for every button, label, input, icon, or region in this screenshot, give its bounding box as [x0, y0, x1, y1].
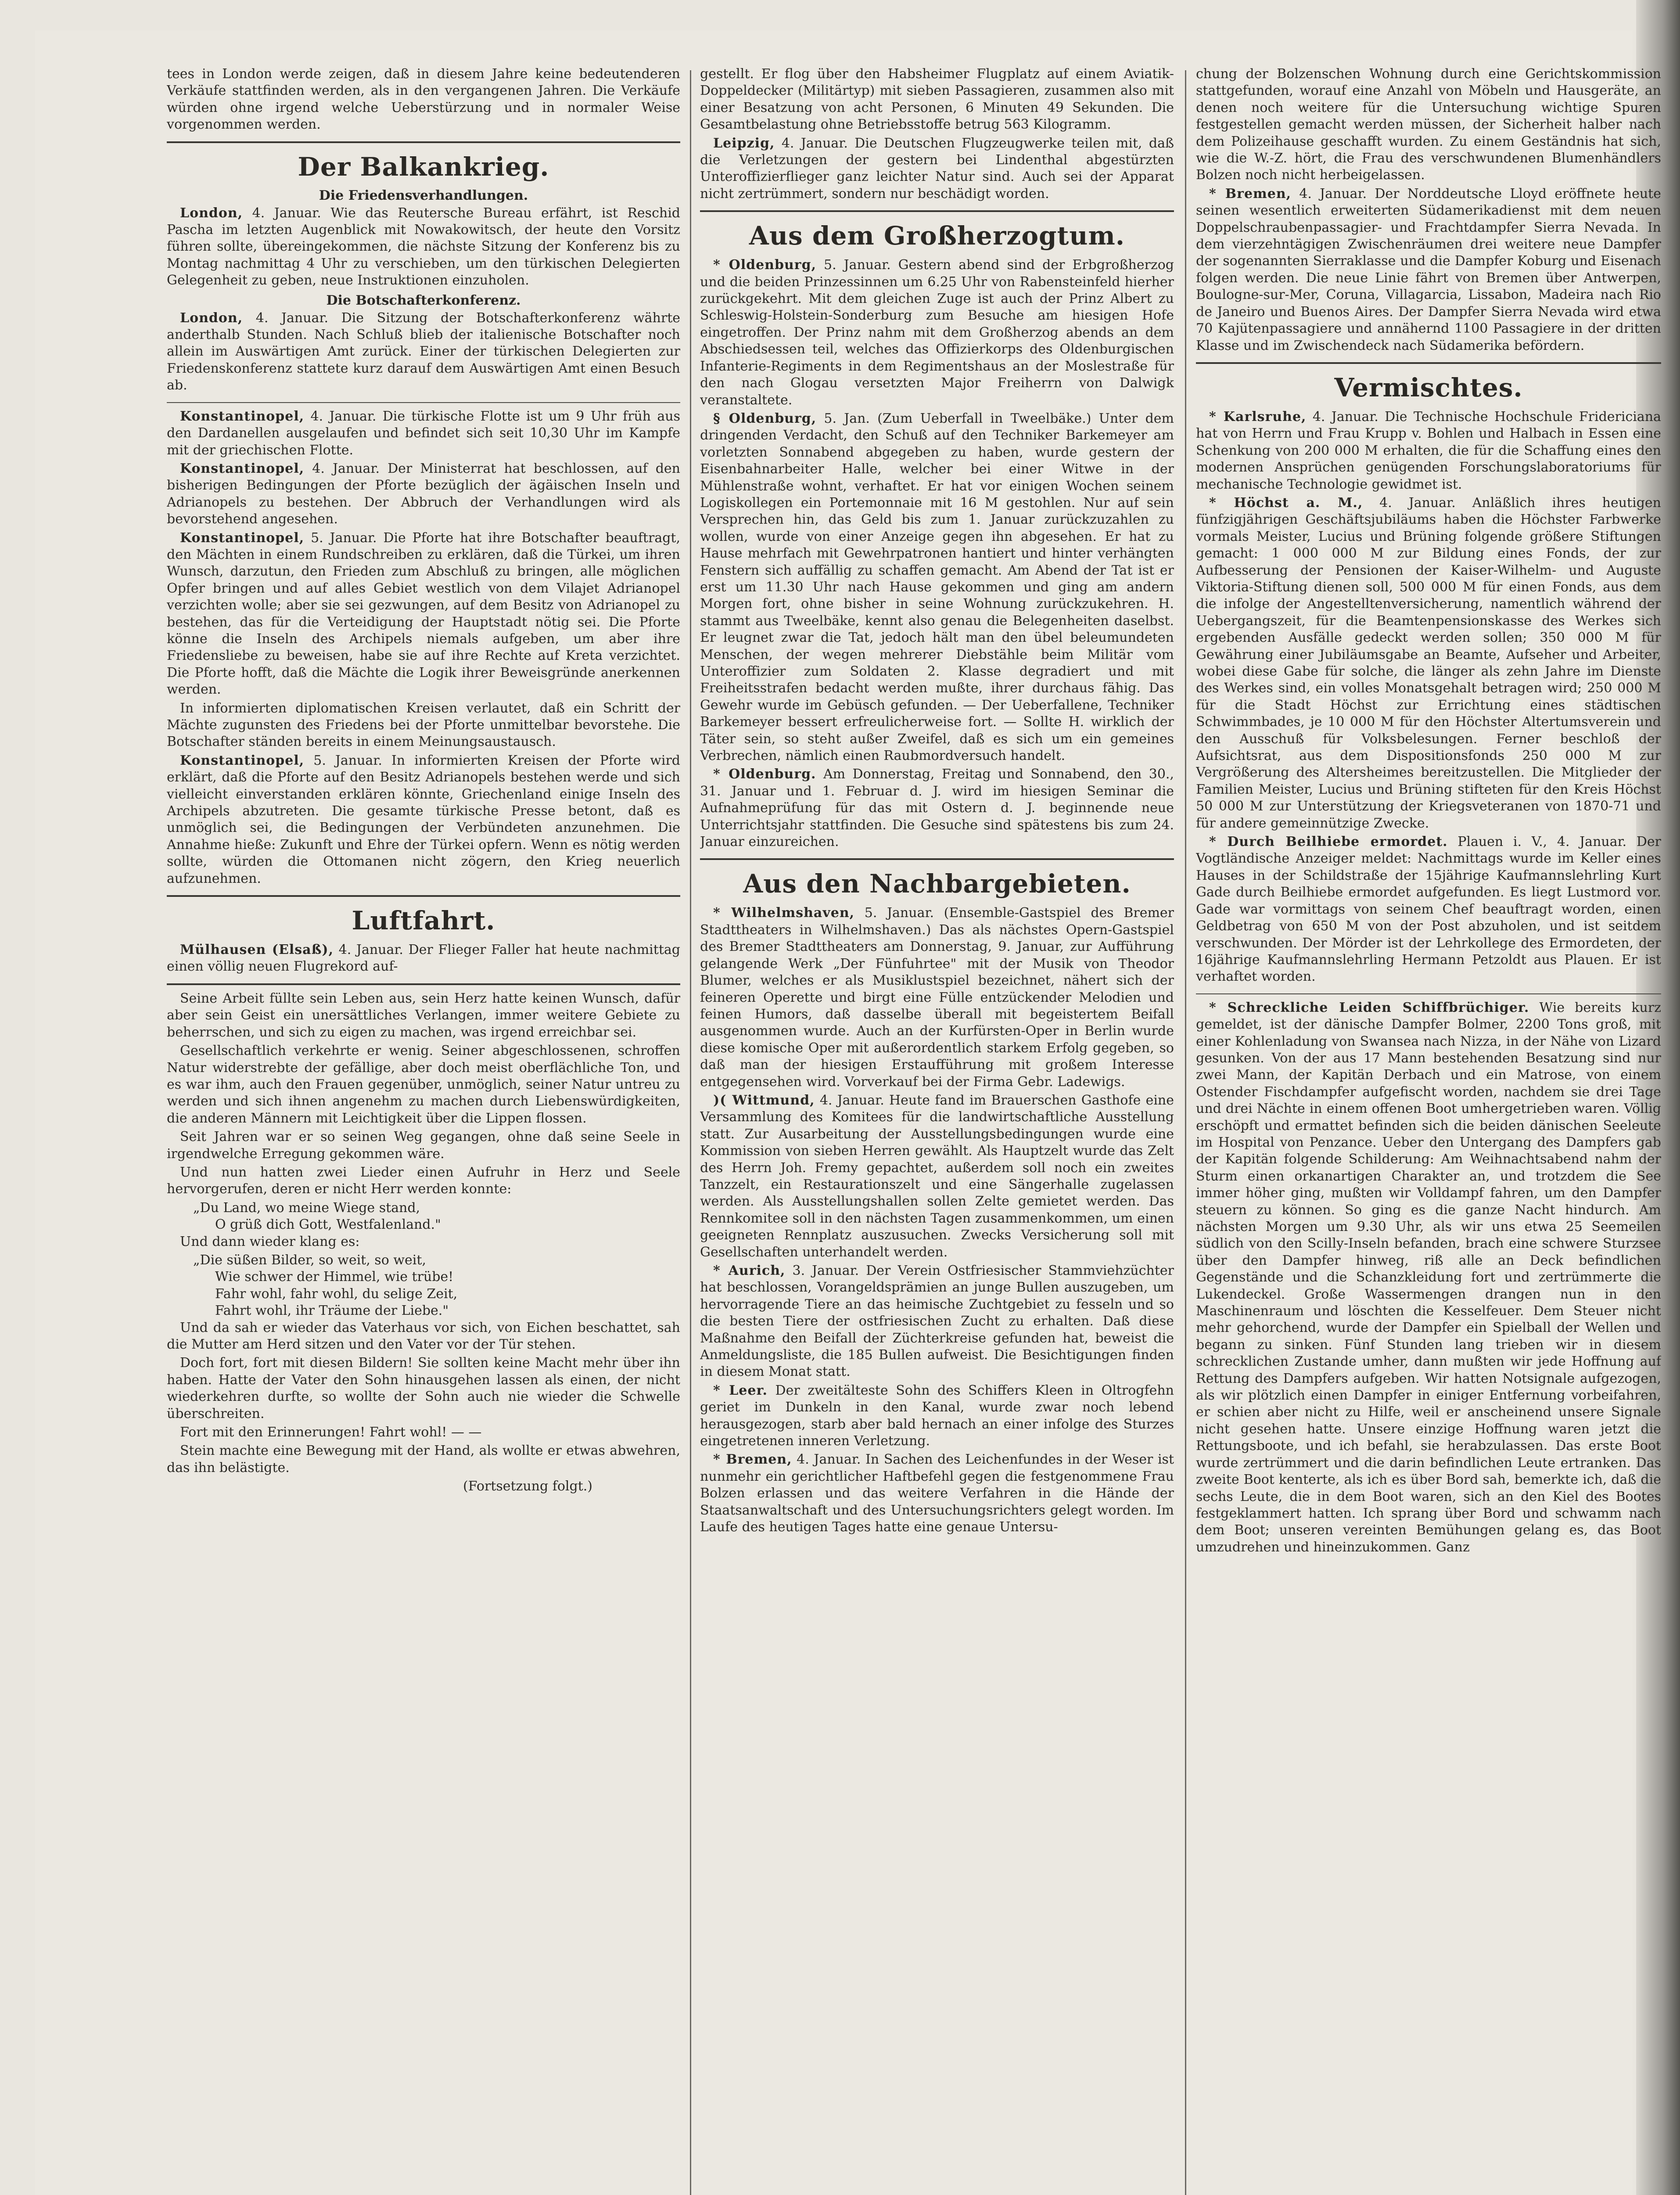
- section-heading-nachbargebiete: Aus den Nachbargebieten.: [743, 869, 1131, 899]
- dateline: Leipzig,: [713, 135, 775, 151]
- dateline: * Leer.: [713, 1382, 768, 1398]
- news-item: * Bremen, 4. Januar. Der Norddeutsche Lloyd eröffnete heute seinen wesentlich erweiterten Südamerikadienst mit dem neuen Doppelschraubenpassagier- und Frachtdampfer Sierra Nevada. In dem vierzehntägigen Zwischenräumen drei weitere neue Dampfer der sogenannten Sierraklasse und die Dampfer Koburg und Eisenach folgen werden. Die neue Linie fährt von Bremen über Antwerpen, Boulogne-sur-Mer, Coruna, Villagarcia, Lissabon, Madeira nach Rio de Janeiro und Buenos Aires. Der Dampfer Sierra Nevada wird etwa 70 Kajütenpassagiere und annähernd 1100 Passagiere in der dritten Klasse und im Zwischendeck nach Südamerika befördern.: [1196, 186, 1661, 353]
- section-divider: [1196, 362, 1661, 364]
- section-divider: [167, 141, 680, 143]
- novel-paragraph: Seine Arbeit füllte sein Leben aus, sein Herz hatte keinen Wunsch, dafür aber sein Geist ein unersättliches Verlangen, immer weitere Gebiete zu beherrschen, und sich zu eigen zu machen, was irgend erreichbar sei.: [167, 990, 680, 1040]
- lead-paragraph: gestellt. Er flog über den Habsheimer Flugplatz auf einem Aviatik-Doppeldecker (Militärtyp) mit sieben Passagieren, zusammen also mit einer Besatzung von acht Personen, 6 Minuten 49 Sekunden. Die Gesamtbelastung ohne Betriebsstoffe betrug 563 Kilogramm.: [700, 66, 1174, 133]
- column-2: [700, 66, 1174, 2195]
- dateline: Mülhausen (Elsaß),: [180, 942, 334, 958]
- lead-paragraph: tees in London werde zeigen, daß in diesem Jahre keine bedeutenderen Verkäufe stattfinden werden, als in den vergangenen Jahren. Die Verkäufe würden ohne irgend welche Ueberstürzung und in normaler Weise vorgenommen werden.: [167, 66, 680, 133]
- poem-line: „Du Land, wo meine Wiege stand,: [193, 1200, 420, 1216]
- column-3: [1196, 66, 1661, 2195]
- dateline: * Oldenburg.: [713, 766, 816, 782]
- novel-paragraph: Seit Jahren war er so seinen Weg gegangen, ohne daß seine Seele in irgendwelche Erregung gekommen wäre.: [167, 1129, 680, 1162]
- poem-line: Fahrt wohl, ihr Träume der Liebe.": [215, 1303, 449, 1319]
- dateline: * Oldenburg,: [713, 257, 817, 273]
- dateline: Konstantinopel,: [180, 752, 305, 768]
- news-item: Mülhausen (Elsaß), 4. Januar. Der Flieger Faller hat heute nachmittag einen völlig neuen Flugrekord auf-: [167, 942, 680, 975]
- news-item: Leipzig, 4. Januar. Die Deutschen Flugzeugwerke teilen mit, daß die Verletzungen der gestern bei Lindenthal abgestürzten Unteroffizierflieger ganz leichter Natur sind. Auch sei der Apparat nicht zertrümmert, sondern nur beschädigt worden.: [700, 135, 1174, 202]
- novel-paragraph: Und nun hatten zwei Lieder einen Aufruhr in Herz und Seele hervorgerufen, deren er nicht Herr werden konnte:: [167, 1164, 680, 1197]
- dateline: * Bremen,: [1209, 186, 1292, 202]
- dateline: Konstantinopel,: [180, 408, 305, 424]
- column-rule: [1185, 70, 1186, 2195]
- novel-paragraph: Gesellschaftlich verkehrte er wenig. Seiner abgeschlossenen, schroffen Natur widerstrebte der gefällige, aber doch meist oberflächliche Ton, und es war ihm, auch den Frauen gegenüber, unmöglich, seiner Natur untreu zu werden und sich ihnen angenehm zu machen durch Liebenswürdigkeiten, die anderen Männern mit Leichtigkeit über die Lippen flossen.: [167, 1043, 680, 1126]
- novel-paragraph: Und da sah er wieder das Vaterhaus vor sich, von Eichen beschattet, sah die Mutter am Herd sitzen und den Vater vor der Tür stehen.: [167, 1320, 680, 1352]
- dateline: )( Wittmund,: [713, 1092, 815, 1108]
- news-item: * Leer. Der zweitälteste Sohn des Schiffers Kleen in Oltrogfehn geriet im Dunkeln in den Kanal, wurde zwar noch lebend herausgezogen, starb aber bald hernach an einer infolge des Sturzes eingetretenen inneren Verletzung.: [700, 1382, 1174, 1449]
- news-item: * Schreckliche Leiden Schiffbrüchiger. Wie bereits kurz gemeldet, ist der dänische Dampfer Bolmer, 2200 Tons groß, mit einer Kohlenladung von Swansea nach Nizza, in der Nähe von Lizard gesunken. Von der aus 17 Mann bestehenden Besatzung sind nur zwei Mann, der Kapitän Derbach und ein Matrose, von einem Ostender Fischdampfer aufgefischt worden, nachdem sie drei Tage und drei Nächte in einem offenen Boot umhergetrieben waren. Völlig erschöpft und ermattet befinden sich die beiden dänischen Seeleute im Hospital von Penzance. Ueber den Untergang des Dampfers gab der Kapitän folgende Schilderung: Am Weihnachtsabend nahm der Sturm einen orkanartigen Charakter an, und trotzdem die See immer höher ging, mußten wir Volldampf fahren, um den Dampfer steuern zu können. So ging es die ganze Nacht hindurch. Am nächsten Morgen um 9.30 Uhr, als wir uns etwa 25 Seemeilen südlich von den Scilly-Inseln befanden, brach eine schwere Sturzsee über den Dampfer hinweg, riß alle an Deck befindlichen Gegenstände und die Schanzkleidung fort und zertrümmerte die Lukendeckel. Große Wassermengen drangen nun in den Maschinenraum und löschten die Kesselfeuer. Dem Steuer nicht mehr gehorchend, wurde der Dampfer ein Spielball der Wellen und begann zu sinken. Fünf Stunden lang trieben wir in diesem schrecklichen Zustande umher, dann mußten wir jede Hoffnung auf Rettung des Dampfers aufgeben. Wir hatten Notsignale aufgezogen, als wir plötzlich einen Dampfer in einiger Entfernung vorbeifahren, er schien aber nicht zu Hilfe, weil er anscheinend unsere Signale nicht gesehen hatte. Unsere einzige Hoffnung waren jetzt die Rettungsboote, und ich befahl, sie herabzulassen. Das erste Boot wurde zertrümmert und die darin befindlichen Leute ertranken. Das zweite Boot kenterte, als ich es über Bord sah, bemerkte ich, daß die sechs Leute, die in dem Boot waren, sich an den Kiel des Bootes festgeklammert hatten. Ich sprang über Bord und schwamm nach dem Boot; unseren vereinten Bemühungen gelang es, das Boot umzudrehen und hineinzukommen. Ganz: [1196, 1000, 1661, 1555]
- news-item: Konstantinopel, 5. Januar. In informierten Kreisen der Pforte wird erklärt, daß die Pforte auf den Besitz Adrianopels bestehen werde und sich vielleicht einverstanden erklären könnte, Griechenland einige Inseln des Archipels abzutreten. Die gesamte türkische Presse betont, daß es unmöglich sei, die Bedingungen der Verbündeten anzunehmen. Die Annahme hieße: Zukunft und Ehre der Türkei opfern. Wenn es nötig werden sollte, würden die Ottomanen nicht zögern, den Krieg neuerlich aufzunehmen.: [167, 752, 680, 886]
- dateline: * Karlsruhe,: [1209, 409, 1307, 425]
- novel-paragraph: Fort mit den Erinnerungen! Fahrt wohl! — —: [180, 1425, 482, 1440]
- news-item: * Wilhelmshaven, 5. Januar. (Ensemble-Gastspiel des Bremer Stadttheaters in Wilhelmshaven.) Das als nächstes Opern-Gastspiel des Bremer Stadttheaters am Donnerstag, 9. Januar, zur Aufführung gelangende Werk „Der Fünfuhrtee" mit der Musik von Theodor Blumer, welches er als Musiklustspiel bezeichnet, nähert sich der feineren Operette und birgt eine Fülle entzückender Melodien und feinen Humors, daß dasselbe überall mit begeistertem Beifall ausgenommen wurde. Auch an der Kurfürsten-Oper in Berlin wurde diese komische Oper mit außerordentlich starkem Erfolg gegeben, so daß man der hiesigen Erstaufführung mit großem Interesse entgegensehen wird. Vorverkauf bei der Firma Gebr. Ladewigs.: [700, 905, 1174, 1090]
- news-item: § Oldenburg, 5. Jan. (Zum Ueberfall in Tweelbäke.) Unter dem dringenden Verdacht, den Schuß auf den Techniker Barkemeyer am vorletzten Sonnabend abgegeben zu haben, wurde gestern der Eisenbahnarbeiter Halle, welcher bei einer Witwe in der Mühlenstraße wohnt, verhaftet. Er hat vor einigen Wochen seinem Logiskollegen ein Portemonnaie mit 16 M gestohlen. Nur auf sein Versprechen hin, das Geld bis zum 1. Januar zurückzuzahlen zu wollen, wurde von einer Anzeige gegen ihn abgesehen. Er hat zu Hause mehrfach mit Gewehrpatronen hantiert und hinter verhängten Fenstern sich auffällig zu schaffen gemacht. Am Abend der Tat ist er erst um 11.30 Uhr nach Hause gekommen und ging am andern Morgen fort, ohne bisher in seine Wohnung zurückzukehren. H. stammt aus Tweelbäke, kennt also genau die Belegenheiten daselbst. Er leugnet zwar die Tat, jedoch hält man den übel beleumundeten Menschen, der wegen mehrerer Diebstähle beim Militär vom Unteroffizier zum Soldaten 2. Klasse degradiert und mit Freiheitsstrafen bedacht werden mußte, ihrer durchaus fähig. Das Gewehr wurde im Gebüsch gefunden. — Der Ueberfallene, Techniker Barkemeyer bessert erfreulicherweise fort. — Sollte H. wirklich der Täter sein, so steht außer Zweifel, daß es sich um ein gemeines Verbrechen, nämlich einen Raubmordversuch handelt.: [700, 410, 1174, 764]
- subheading: Die Botschafterkonferenz.: [326, 292, 521, 308]
- dateline: § Oldenburg,: [713, 410, 817, 426]
- lead-paragraph: chung der Bolzenschen Wohnung durch eine Gerichtskommission stattgefunden, worauf eine Anzahl von Möbeln und Hausgeräte, an denen noch weitere für die Untersuchung wichtige Spuren festgestellen gemacht werden müssen, der Sicherheit halber nach dem Polizeihause geschafft wurden. Zu einem Geständnis hat sich, wie die W.-Z. hört, die Frau des verschwundenen Blumenhändlers Bolzen noch nicht herbeigelassen.: [1196, 66, 1661, 183]
- feuilleton-divider: [167, 983, 680, 985]
- poem-line: Fahr wohl, fahr wohl, du selige Zeit,: [215, 1286, 458, 1302]
- poem-line: Wie schwer der Himmel, wie trübe!: [215, 1269, 454, 1285]
- dateline: Konstantinopel,: [180, 461, 305, 476]
- novel-paragraph: Und dann wieder klang es:: [180, 1234, 360, 1249]
- section-divider: [700, 210, 1174, 212]
- section-heading-vermischtes: Vermischtes.: [1334, 372, 1523, 403]
- news-item: * Höchst a. M., 4. Januar. Anläßlich ihres heutigen fünfzigjährigen Geschäftsjubiläums haben die Höchster Farbwerke vormals Meister, Lucius und Brüning folgende größere Stiftungen gemacht: 1 000 000 M zur Bildung eines Fonds, der zur Aufbesserung der Pensionen der Kaiser-Wilhelm- und Auguste Viktoria-Stiftung dienen soll, 500 000 M für einen Fonds, aus dem die infolge der Angestelltenversicherung, namentlich während der Uebergangszeit, für die Beamtenpensionskasse des Werkes sich ergebenden Ausfälle gedeckt werden sollen; 350 000 M für Gewährung einer Jubiläumsgabe an Beamte, Aufseher und Arbeiter, wobei diese Gabe für solche, die länger als zehn Jahre im Dienste des Werkes sind, ein volles Monatsgehalt betragen wird; 250 000 M für die Stadt Höchst zur Errichtung eines städtischen Schwimmbades, je 10 000 M für den Höchster Altertumsverein und den Ausschuß für Volksbelesungen. Ferner beschloß der Aufsichtsrat, aus dem Dispositionsfonds 250 000 M zur Vergrößerung des Altersheimes bereitzustellen. Die Mitglieder der Familien Meister, Lucius und Brüning stifteten für den Kreis Höchst 50 000 M zur Unterstützung der Kriegsveteranen von 1870-71 und für andere gemeinnützige Zwecke.: [1196, 495, 1661, 831]
- dateline: * Aurich,: [713, 1263, 786, 1278]
- news-item: London, 4. Januar. Die Sitzung der Botschafterkonferenz währte anderthalb Stunden. Nach Schluß blieb der italienische Botschafter noch allein im Auswärtigen Amt zurück. Einer der türkischen Delegierten zur Friedenskonferenz stattete kurz darauf dem Auswärtigen Amt einen Besuch ab.: [167, 310, 680, 393]
- novel-paragraph: Doch fort, fort mit diesen Bildern! Sie sollten keine Macht mehr über ihn haben. Hatte der Vater den Sohn hinausgehen lassen als einen, der nicht wiederkehren durfte, so wollte der Sohn auch nie wieder die Schwelle überschreiten.: [167, 1355, 680, 1421]
- dateline: * Bremen,: [713, 1452, 792, 1468]
- news-item: * Bremen, 4. Januar. In Sachen des Leichenfundes in der Weser ist nunmehr ein gerichtlicher Haftbefehl gegen die festgenommene Frau Bolzen erlassen und das weitere Verfahren in die Hände der Staatsanwaltschaft und des Untersuchungsrichters gelegt worden. Im Laufe des heutigen Tages hatte eine genaue Untersu-: [700, 1452, 1174, 1535]
- dateline: * Höchst a. M.,: [1209, 495, 1363, 511]
- column-rule: [690, 70, 691, 2195]
- dateline: Konstantinopel,: [180, 530, 305, 546]
- dateline: * Schreckliche Leiden Schiffbrüchiger.: [1209, 1000, 1529, 1015]
- news-item: London, 4. Januar. Wie das Reutersche Bureau erfährt, ist Reschid Pascha im letzten Augenblick mit Nowakowitsch, der heute den Vorsitz führen sollte, übereingekommen, die nächste Sitzung der Konferenz bis zu Montag nachmittag 4 Uhr zu verschieben, um den türkischen Delegierten Gelegenheit zu geben, neue Instruktionen einzuholen.: [167, 205, 680, 288]
- section-divider: [700, 858, 1174, 860]
- section-divider: [167, 895, 680, 897]
- column-1: [167, 66, 680, 2195]
- novel-paragraph: Stein machte eine Bewegung mit der Hand, als wollte er etwas abwehren, das ihn belästigte.: [167, 1443, 680, 1475]
- poem-line: O grüß dich Gott, Westfalenland.": [215, 1217, 441, 1233]
- section-heading-luftfahrt: Luftfahrt.: [352, 906, 495, 936]
- news-item: * Durch Beilhiebe ermordet. Plauen i. V., 4. Januar. Der Vogtländische Anzeiger meldet: Nachmittags wurde im Keller eines Hauses in der Schildstraße der 15jährige Kaufmannslehrling Kurt Gade durch Beilhiebe ermordet aufgefunden. Es liegt Lustmord vor. Gade war vormittags von seinem Chef beauftragt worden, einen Geldbetrag von 650 M von der Post abzuholen, und ist seitdem verschwunden. Der Mörder ist der Lehrkollege des Ermordeten, der 16jährige Kaufmannslehrling Hermann Petzoldt aus Plauen. Er ist verhaftet worden.: [1196, 834, 1661, 985]
- news-item: * Oldenburg. Am Donnerstag, Freitag und Sonnabend, den 30., 31. Januar und 1. Februar d. J. wird im hiesigen Seminar die Aufnahmeprüfung für das mit Ostern d. J. beginnende neue Unterrichtsjahr stattfinden. Die Gesuche sind spätestens bis zum 24. Januar einzureichen.: [700, 766, 1174, 850]
- news-item: Konstantinopel, 4. Januar. Die türkische Flotte ist um 9 Uhr früh aus den Dardanellen ausgelaufen und befindet sich seit 10,30 Uhr im Kampfe mit der griechischen Flotte.: [167, 408, 680, 458]
- item-divider: [1196, 993, 1661, 994]
- dateline: * Durch Beilhiebe ermordet.: [1209, 834, 1448, 850]
- news-item: Konstantinopel, 5. Januar. Die Pforte hat ihre Botschafter beauftragt, den Mächten in einem Rundschreiben zu erklären, daß die Türkei, um ihren Wunsch, darzutun, den Frieden zum Abschluß zu bringen, alle möglichen Opfer bringen und auf alles Gebiet westlich von dem Vilajet Adrianopel verzichten wolle; aber sie sei gezwungen, auf dem Besitz von Adrianopel zu bestehen, das für die Verteidigung der Hauptstadt nötig sei. Die Pforte könne die Inseln des Archipels niemals aufgeben, um aber ihre Friedensliebe zu beweisen, habe sie auf ihre Rechte auf Kreta verzichtet. Die Pforte hofft, daß die Mächte die Logik ihrer Beweisgründe anerkennen werden.: [167, 530, 680, 698]
- dateline: * Wilhelmshaven,: [713, 905, 855, 921]
- dateline: London,: [180, 205, 243, 221]
- section-heading-balkankrieg: Der Balkankrieg.: [298, 151, 549, 182]
- section-heading-grossherzogtum: Aus dem Großherzogtum.: [749, 221, 1125, 251]
- continuation-note: (Fortsetzung folgt.): [463, 1479, 592, 1494]
- subheading: Die Friedensverhandlungen.: [319, 187, 528, 203]
- news-item: * Karlsruhe, 4. Januar. Die Technische Hochschule Fridericiana hat von Herrn und Frau Krupp v. Bohlen und Halbach in Essen eine Schenkung von 200 000 M erhalten, die für die Schaffung eines den modernen Ansprüchen genügenden Forschungslaboratoriums für mechanische Technologie gewidmet ist.: [1196, 409, 1661, 492]
- news-item: Konstantinopel, 4. Januar. Der Ministerrat hat beschlossen, auf den bisherigen Bedingungen der Pforte bezüglich der ägäischen Inseln und Adrianopels zu bestehen. Der Abbruch der Verhandlungen wird als bevorstehend angesehen.: [167, 461, 680, 527]
- item-divider: [167, 402, 680, 403]
- news-item: * Oldenburg, 5. Januar. Gestern abend sind der Erbgroßherzog und die beiden Prinzessinnen um 6.25 Uhr von Rabensteinfeld hierher zurückgekehrt. Mit dem gleichen Zuge ist auch der Prinz Albert zu Schleswig-Holstein-Sonderburg zum Besuche am hiesigen Hofe eingetroffen. Der Prinz nahm mit dem Großherzog abends an dem Abschiedsessen teil, welches das Offizierkorps des Oldenburgischen Infanterie-Regiments in dem Regimentshaus an der Moslestraße für den nach Glogau versetzten Major Freiherrn von Dalwigk veranstaltete.: [700, 257, 1174, 408]
- dateline: London,: [180, 310, 243, 326]
- newspaper-page: [35, 31, 1661, 2195]
- poem-line: „Die süßen Bilder, so weit, so weit,: [193, 1252, 426, 1268]
- news-item: )( Wittmund, 4. Januar. Heute fand im Brauerschen Gasthofe eine Versammlung des Komitees für die landwirtschaftliche Ausstellung statt. Zur Ausarbeitung der Ausstellungsbedingungen wurde eine Kommission von sieben Herren gewählt. Als Hauptzelt wurde das Zelt des Herrn Joh. Fremy gepachtet, außerdem soll noch ein zweites Tanzzelt, ein Restaurationszelt und eine Sängerhalle zugelassen werden. Als Ausstellungshallen sollen Zelte gemietet werden. Das Rennkomitee soll in den nächsten Tagen zusammenkommen, um einen geeigneten Rennplatz auszusuchen. Zwecks Versicherung soll mit Gesellschaften unterhandelt werden.: [700, 1092, 1174, 1260]
- news-item: * Aurich, 3. Januar. Der Verein Ostfriesischer Stammviehzüchter hat beschlossen, Vorangeldsprämien an junge Bullen auszugeben, um hervorragende Tiere an das heimische Zuchtgebiet zu fesseln und so die besten Tiere der ostfriesischen Zucht zu erhalten. Daß diese Maßnahme den Beifall der Züchterkreise gefunden hat, beweist die Anmeldungsliste, die 185 Bullen aufweist. Die Besichtigungen finden in diesem Monat statt.: [700, 1263, 1174, 1380]
- news-item: In informierten diplomatischen Kreisen verlautet, daß ein Schritt der Mächte zugunsten des Friedens bei der Pforte unmittelbar bevorstehe. Die Botschafter ständen bereits in einem Meinungsaustausch.: [167, 700, 680, 750]
